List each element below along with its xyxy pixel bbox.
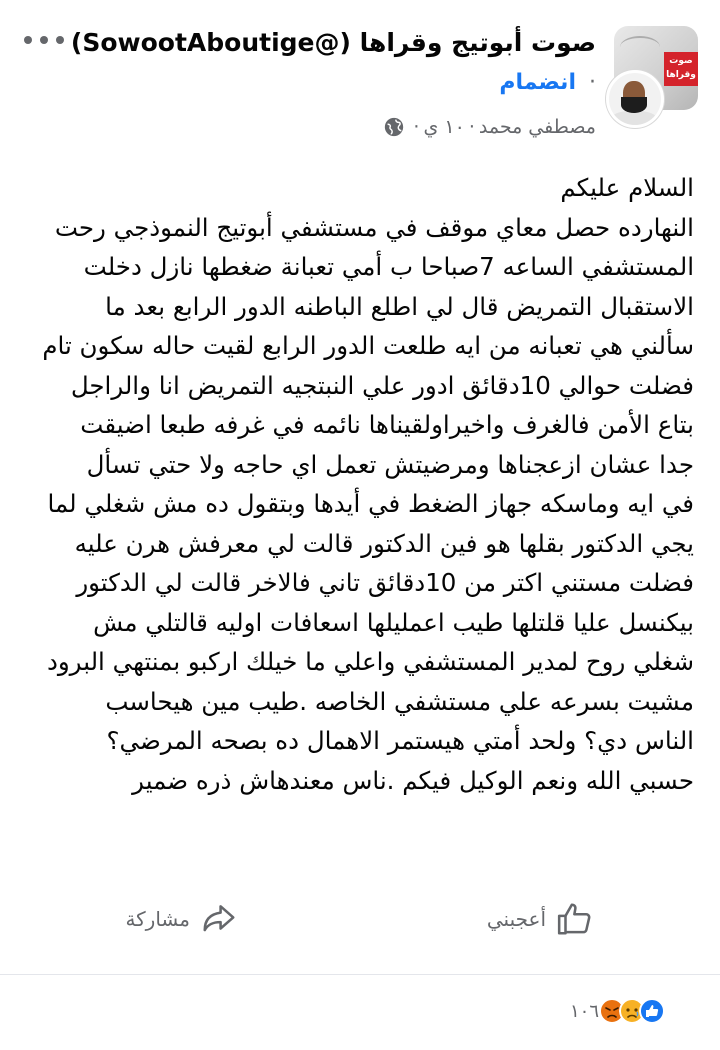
post-line: فضلت حوالي 10دقائق ادور علي النبتجيه التمريض انا والراجل	[70, 370, 694, 400]
share-label: مشاركة	[125, 907, 190, 931]
author-avatar[interactable]	[606, 70, 664, 128]
share-arrow-icon	[200, 900, 238, 938]
post-header	[14, 18, 706, 138]
post-body	[14, 168, 694, 800]
join-button[interactable]: انضمام	[499, 70, 576, 95]
group-name-link[interactable]: صوت أبوتيج وقراها (@SowootAboutige)	[70, 28, 596, 57]
post-line: مشيت بسرعه علي مستشفي الخاصه .طيب مين هيحاسب	[105, 686, 694, 716]
post-line: فضلت مستني اكتر من 10دقائق تاني فالاخر قالت لي الدكتور	[76, 568, 694, 597]
post-meta	[383, 116, 596, 138]
divider	[0, 974, 720, 975]
post-time[interactable]: ١٠ ي	[423, 116, 465, 138]
reactions-summary[interactable]	[570, 994, 665, 1028]
post-line: جدا عشان ازعجناها ومرضيتش تعمل اي حاجه ولا حتي تسأل	[86, 449, 694, 479]
post-line: الناس دي؟ ولحد أمتي هيستمر الاهمال ده بصحه المرضي؟	[106, 726, 694, 755]
join-separator: ·	[589, 70, 596, 95]
like-button[interactable]	[487, 900, 594, 938]
share-button[interactable]	[125, 900, 238, 938]
post-line: المستشفي الساعه 7صباحا ب أمي تعبانة ضغطها نازل دخلت	[83, 252, 694, 281]
thumbs-up-icon	[556, 900, 594, 938]
meta-separator: ·	[468, 116, 475, 138]
post-line: في ايه وماسكه جهاز الضغط في أيدها وبتقول ده مش شغلي لما	[47, 489, 694, 518]
post-line: بيكنسل عليا قلتلها طيب اعمليلها اسعافات اوليه قالتلي مش	[93, 607, 694, 637]
author-avatar-beard	[621, 97, 647, 113]
join-row	[499, 70, 596, 95]
meta-separator-2: ·	[413, 116, 420, 138]
post-line: السلام عليكم	[560, 173, 694, 202]
reaction-count: ١٠٦	[570, 1000, 600, 1022]
author-name[interactable]: مصطفي محمد	[478, 116, 596, 138]
post-line: سألني هي تعبانه من ايه طلعت الدور الرابع لقيت حاله سكون تام	[42, 331, 694, 360]
action-bar	[0, 900, 720, 956]
author-avatar-shirt	[611, 111, 657, 128]
post-line: النهارده حصل معاي موقف في مستشفي أبوتيج النموذجي رحت	[54, 212, 694, 242]
post-line: بتاع الأمن فالغرف واخيراولقيناها نائمه في غرفه طبعا اضيقت	[80, 410, 694, 439]
group-avatar-badge: صوت وقراها	[664, 52, 698, 86]
like-label: أعجبني	[486, 907, 546, 931]
more-horizontal-icon[interactable]	[22, 34, 66, 46]
like-icon	[639, 998, 665, 1024]
post-line: شغلي روح لمدير المستشفي واعلي ما خيلك اركبو بمنتهي البرود	[46, 647, 694, 676]
post-line: يجي الدكتور بقلها هو فين الدكتور قالت لي معرفش هرن عليه	[74, 528, 694, 558]
globe-icon	[383, 116, 405, 138]
group-avatar-art	[620, 36, 660, 58]
post-line: الاستقبال التمريض قال لي اطلع الباطنه الدور الرابع بعد ما	[105, 291, 694, 321]
post-line: حسبي الله ونعم الوكيل فيكم .ناس معندهاش ذره ضمير	[132, 765, 694, 795]
